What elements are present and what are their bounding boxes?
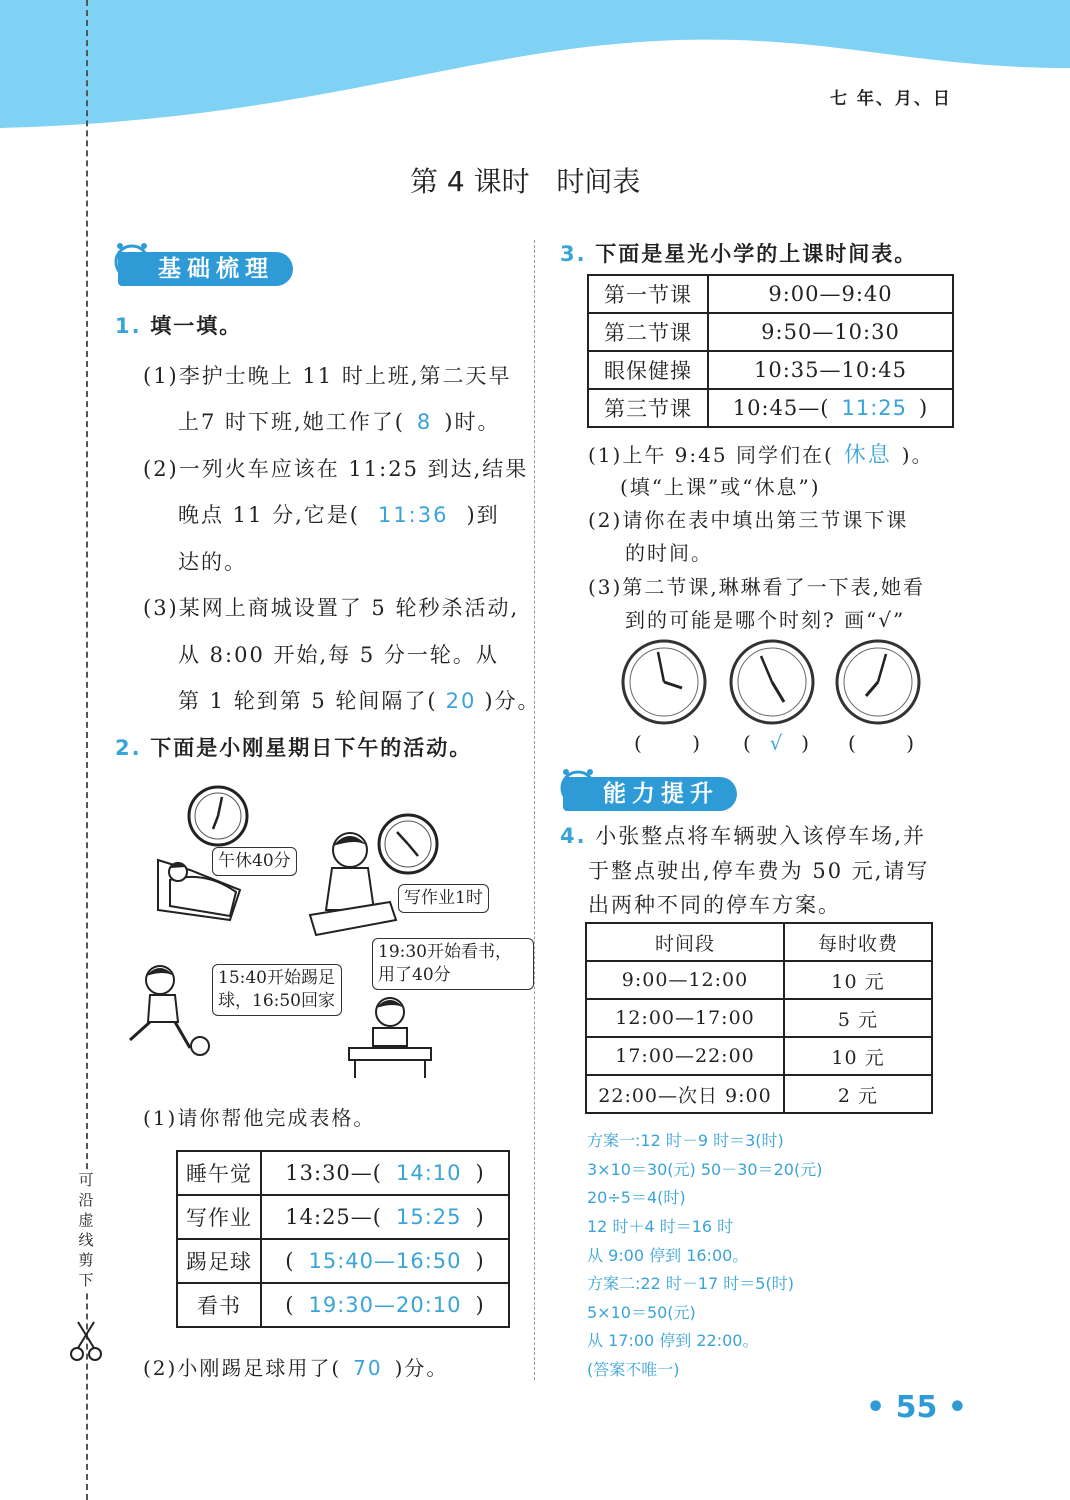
q1-number: 1. [115,314,142,338]
q2-answer: 70 [353,1356,383,1380]
table-cell: 22:00—次日 9:00 [586,1075,784,1113]
q2-sub2: (2)小刚踢足球用了( 70 )分。 [143,1356,449,1380]
solution-line: (答案不唯一) [587,1360,680,1379]
q1-p1-line2: 上7 时下班,她工作了( 8 )时。 [178,410,501,434]
table-cell: 第三节课 [588,389,708,427]
option-clock-icon-2 [728,638,816,726]
page-number: • 55 • [866,1390,967,1425]
q1-p3-line2: 从 8:00 开始,每 5 分一轮。从 [178,643,499,667]
table-row [177,1239,509,1283]
q3-s3-line2: 到的可能是哪个时刻? 画“√” [625,608,906,632]
table-row [586,1075,932,1113]
homework-boy-illustration [300,820,400,940]
section-basic-banner: 基础梳理 [118,252,293,286]
table-cell: 13:30—( 14:10 ) [261,1151,509,1195]
q3-s2-line2: 的时间。 [625,541,713,565]
q3-number: 3. [560,242,587,266]
table-row [588,389,953,427]
solution-line: 3×10＝30(元) 50－30＝20(元) [587,1160,823,1179]
table-cell: 眼保健操 [588,351,708,389]
q1-p2-line2: 晚点 11 分,它是( 11:36 )到 [178,503,500,527]
q1-p2-line3: 达的。 [178,550,247,574]
table-row [586,923,932,961]
q4-number: 4. [560,824,587,848]
q1-p3-line1: (3)某网上商城设置了 5 轮秒杀活动, [143,596,520,620]
reading-boy-illustration [345,990,435,1080]
q4-fee-table [585,922,933,1114]
table-cell: 10:45—( 11:25 ) [708,389,953,427]
table-row [586,961,932,999]
q3-title: 下面是星光小学的上课时间表。 [595,242,918,266]
table-cell: 踢足球 [177,1239,261,1283]
table-cell: 10:35—10:45 [708,351,953,389]
q4-line3: 出两种不同的停车方案。 [588,893,841,917]
table-row [588,275,953,313]
solution-line: 12 时＋4 时＝16 时 [587,1217,734,1236]
table-cell: 17:00—22:00 [586,1037,784,1075]
option-3-parens[interactable]: ( ) [848,731,914,755]
column-divider [534,240,535,1380]
solution-line: 方案一:12 时－9 时＝3(时) [587,1131,784,1150]
section-ability-banner: 能力提升 [563,777,737,811]
table-cell: 10 元 [784,961,932,999]
solution-line: 20÷5＝4(时) [587,1188,686,1207]
option-2-parens[interactable]: ( √ ) [743,731,809,755]
q4-line1: 4. 小张整点将车辆驶入该停车场,并 [560,824,926,848]
table-cell: 9:50—10:30 [708,313,953,351]
q1-answer-1: 8 [416,410,433,434]
option-1-parens[interactable]: ( ) [634,731,700,755]
q2-number: 2. [115,736,142,760]
table-cell: 9:00—9:40 [708,275,953,313]
table-row [177,1195,509,1239]
table-row [177,1151,509,1195]
wall-clock-icon-1 [186,784,250,848]
table-row [177,1283,509,1327]
table-cell: 10 元 [784,1037,932,1075]
q3-s1: (1)上午 9:45 同学们在( 休息 )。 [588,443,934,468]
page-title: 第 4 课时 时间表 [410,165,641,198]
solution-line: 从 9:00 停到 16:00。 [587,1246,749,1265]
q3-s2-line1: (2)请你在表中填出第三节课下课 [588,508,909,532]
q1-p1-line1: (1)李护士晚上 11 时上班,第二天早 [143,364,512,388]
q1-p3-line3: 第 1 轮到第 5 轮间隔了( 20 )分。 [178,689,541,713]
table-cell: 12:00—17:00 [586,999,784,1037]
table-row [586,1037,932,1075]
q1-heading [115,310,242,340]
q3-s1-hint: (填“上课”或“休息”) [620,475,821,499]
q2-sub1: (1)请你帮他完成表格。 [143,1106,376,1130]
q1-answer-3: 20 [445,689,477,713]
q1-answer-2: 11:36 [377,503,449,527]
table-row [588,313,953,351]
table-row [586,999,932,1037]
check-mark: √ [769,731,783,755]
q3-schedule-table [587,274,954,428]
table-cell: 9:00—12:00 [586,961,784,999]
margin-note: 可 沿 虚 线 剪 下 [76,1170,96,1290]
q2-title: 下面是小刚星期日下午的活动。 [150,736,473,760]
bubble-soccer: 15:40开始踢足球，16:50回家 [212,964,342,1016]
table-cell: 14:25—( 15:25 ) [261,1195,509,1239]
table-cell: 第二节课 [588,313,708,351]
q1-p2-line1: (2)一列火车应该在 11:25 到达,结果 [143,457,529,481]
q4-line2: 于整点驶出,停车费为 50 元,请写 [588,859,930,883]
table-header: 每时收费 [784,923,932,961]
date-label: 七 年、月、日 [830,89,952,109]
option-clock-icon-3 [834,638,922,726]
table-cell: 2 元 [784,1075,932,1113]
q3-s3-line1: (3)第二节课,琳琳看了一下表,她看 [588,575,926,599]
q2-heading [115,732,472,762]
bubble-read: 19:30开始看书，用了40分 [372,938,534,990]
table-cell: 看书 [177,1283,261,1327]
option-clock-icon-1 [620,638,708,726]
table-cell: 睡午觉 [177,1151,261,1195]
bubble-homework: 写作业1时 [398,884,489,913]
solution-line: 方案二:22 时－17 时＝5(时) [587,1274,794,1293]
q2-activity-table [176,1150,510,1328]
scissors-icon [68,1320,104,1364]
table-cell: 第一节课 [588,275,708,313]
soccer-boy-illustration [120,960,216,1060]
table-cell: 5 元 [784,999,932,1037]
q3-answer-1: 休息 [843,443,892,468]
bubble-nap: 午休40分 [212,847,297,876]
table-row [588,351,953,389]
solution-line: 5×10＝50(元) [587,1303,696,1322]
table-cell: ( 15:40—16:50 ) [261,1239,509,1283]
table-cell: ( 19:30—20:10 ) [261,1283,509,1327]
q1-title: 填一填。 [150,314,243,338]
header-wave [0,0,1070,140]
table-header: 时间段 [586,923,784,961]
q3-heading [560,238,917,268]
table-cell: 写作业 [177,1195,261,1239]
solution-line: 从 17:00 停到 22:00。 [587,1331,759,1350]
